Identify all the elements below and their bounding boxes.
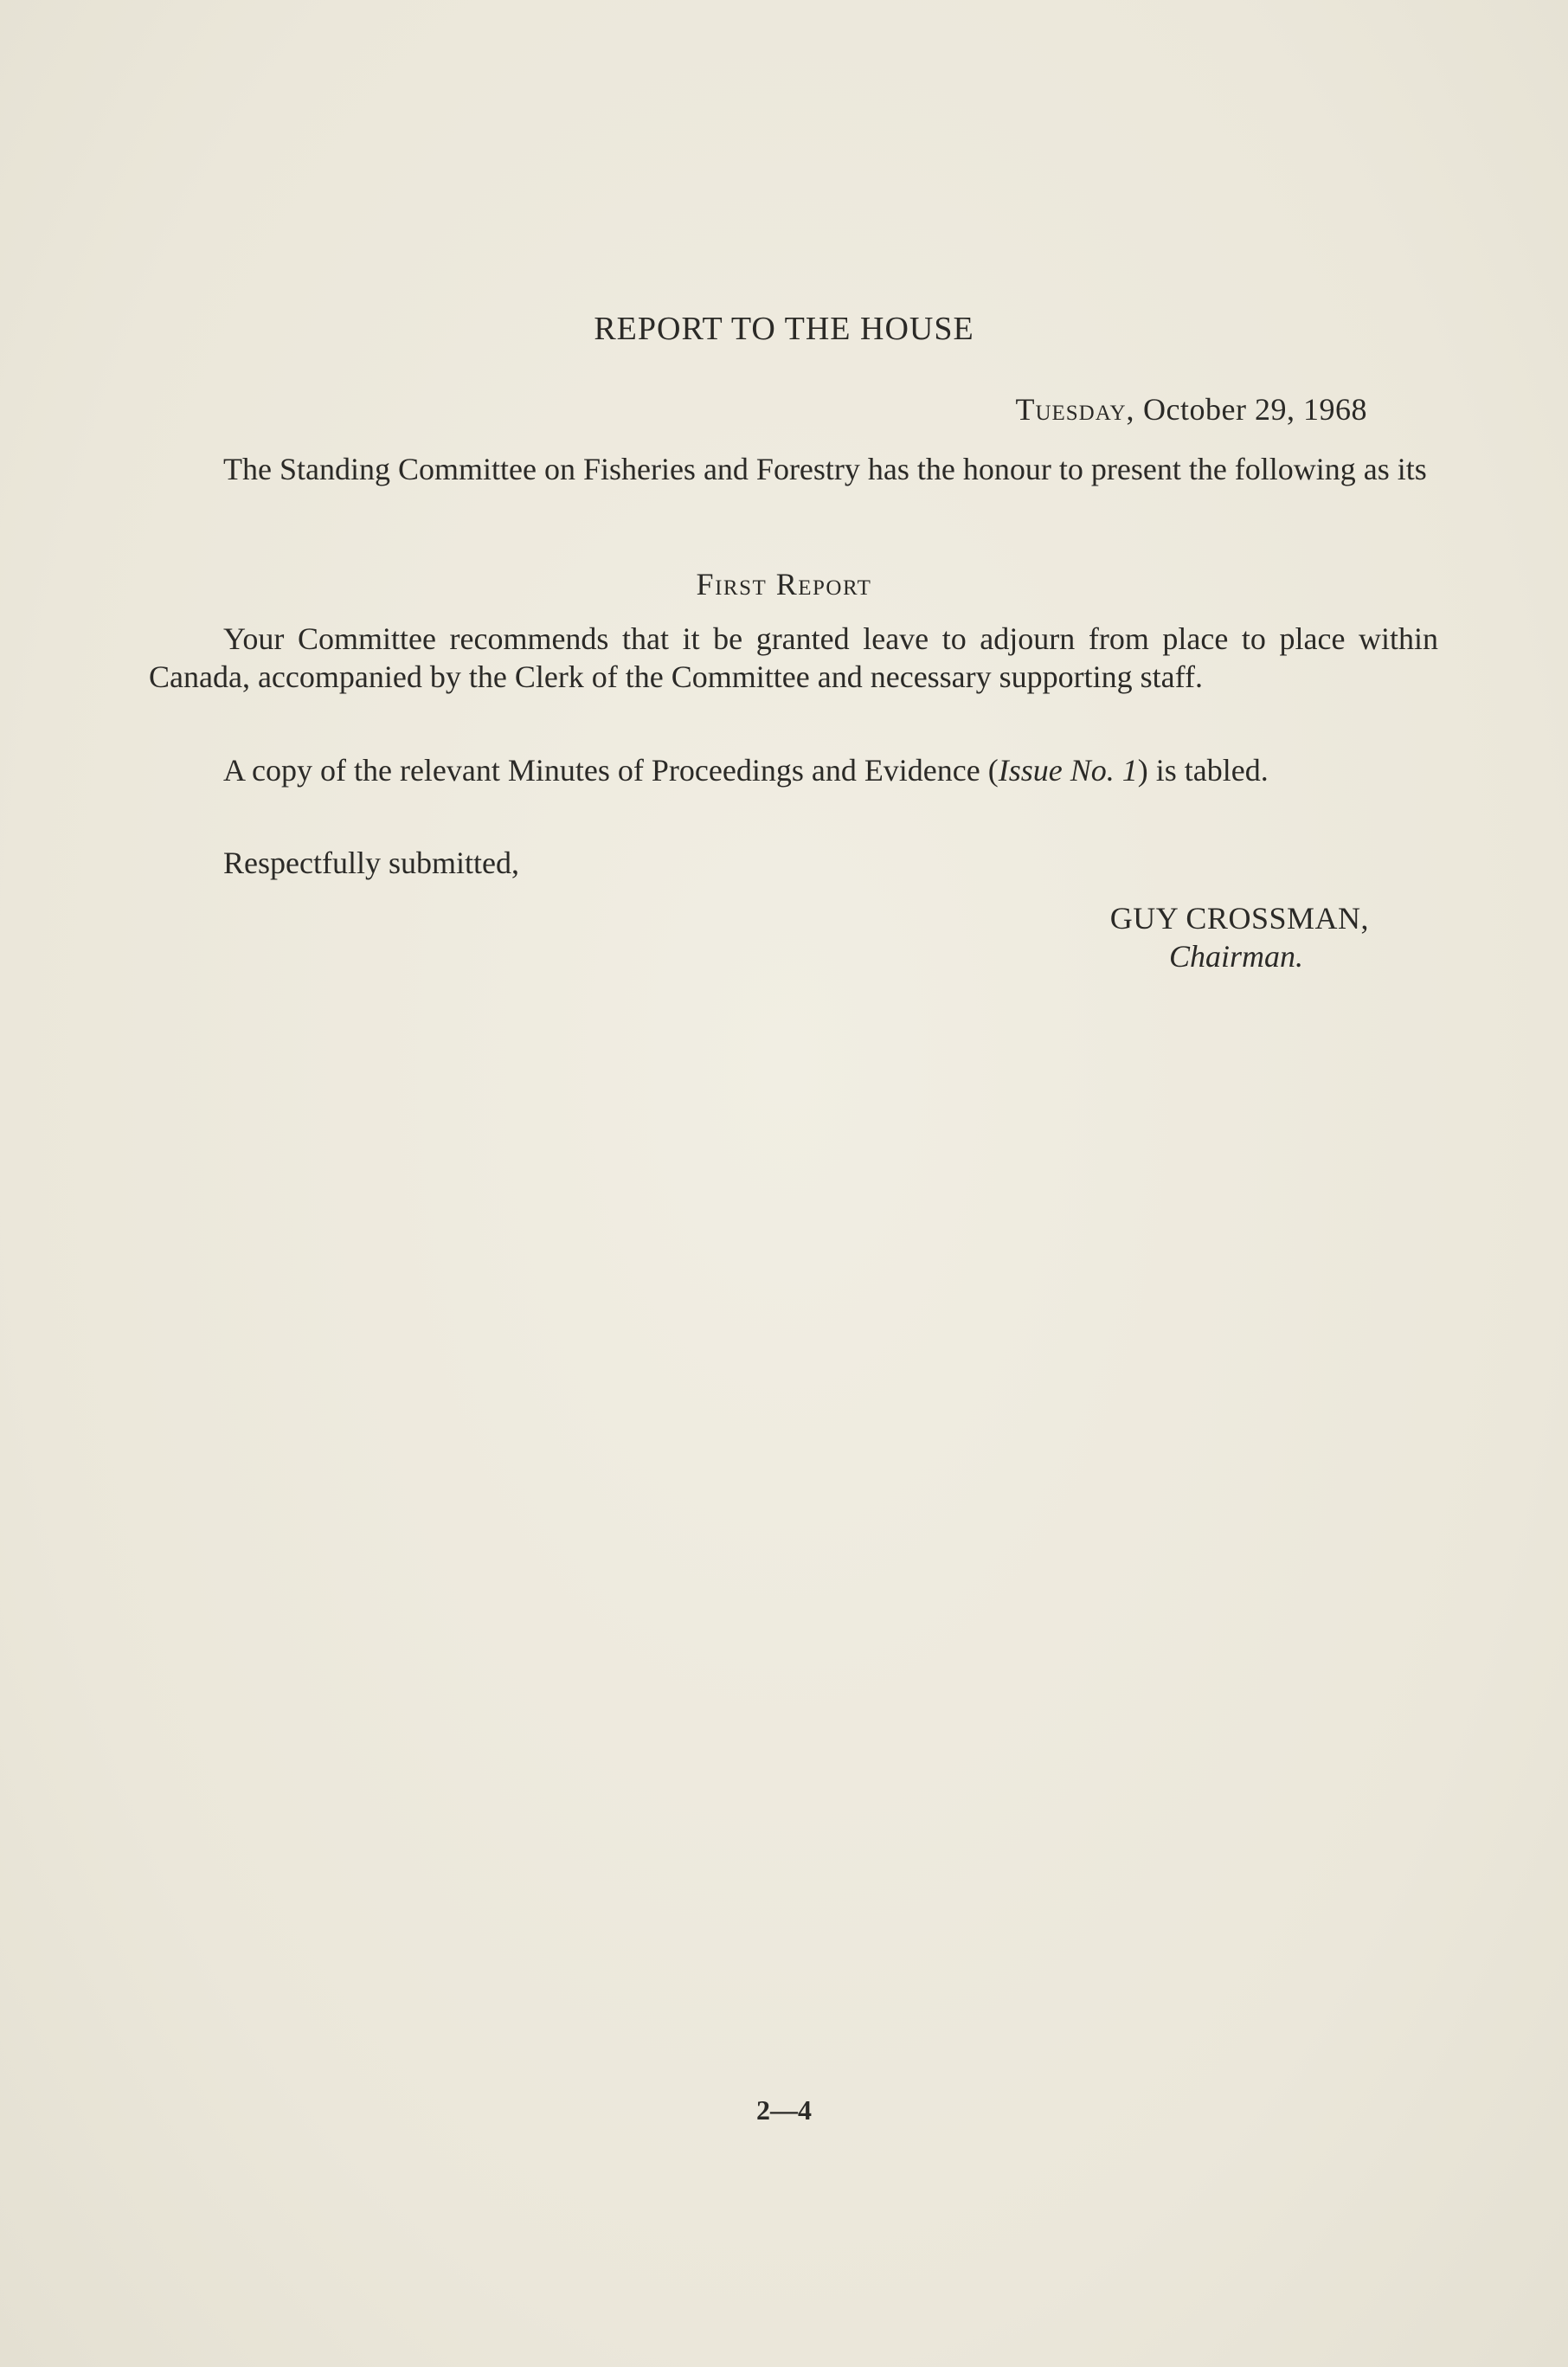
report-title: First Report	[696, 567, 872, 601]
copy-text-issue: Issue No. 1	[998, 753, 1138, 788]
intro-paragraph	[149, 450, 1438, 488]
report-date-day: Tuesday,	[1015, 392, 1135, 427]
recommendation-paragraph	[149, 620, 1438, 696]
intro-text: The Standing Committee on Fisheries and Forestry has the honour to present the following as its	[223, 452, 1427, 486]
copy-paragraph	[149, 751, 1438, 789]
closing-line: Respectfully submitted,	[223, 846, 519, 880]
report-date	[1015, 391, 1367, 428]
recommendation-text: Your Committee recommends that it be granted leave to adjourn from place to place within Canada, accompanied by the Clerk of the Committee and necessary supporting staff.	[149, 621, 1438, 694]
report-date-rest: October 29, 1968	[1134, 392, 1367, 427]
signer-title: Chairman.	[1168, 939, 1303, 974]
copy-text-end: ) is tabled.	[1137, 753, 1269, 788]
signer-name: GUY CROSSMAN,	[1109, 901, 1369, 936]
page-number: 2—4	[756, 2094, 812, 2126]
report-heading: REPORT TO THE HOUSE	[594, 311, 974, 347]
copy-text-start: A copy of the relevant Minutes of Proceedings and Evidence (	[223, 753, 999, 788]
